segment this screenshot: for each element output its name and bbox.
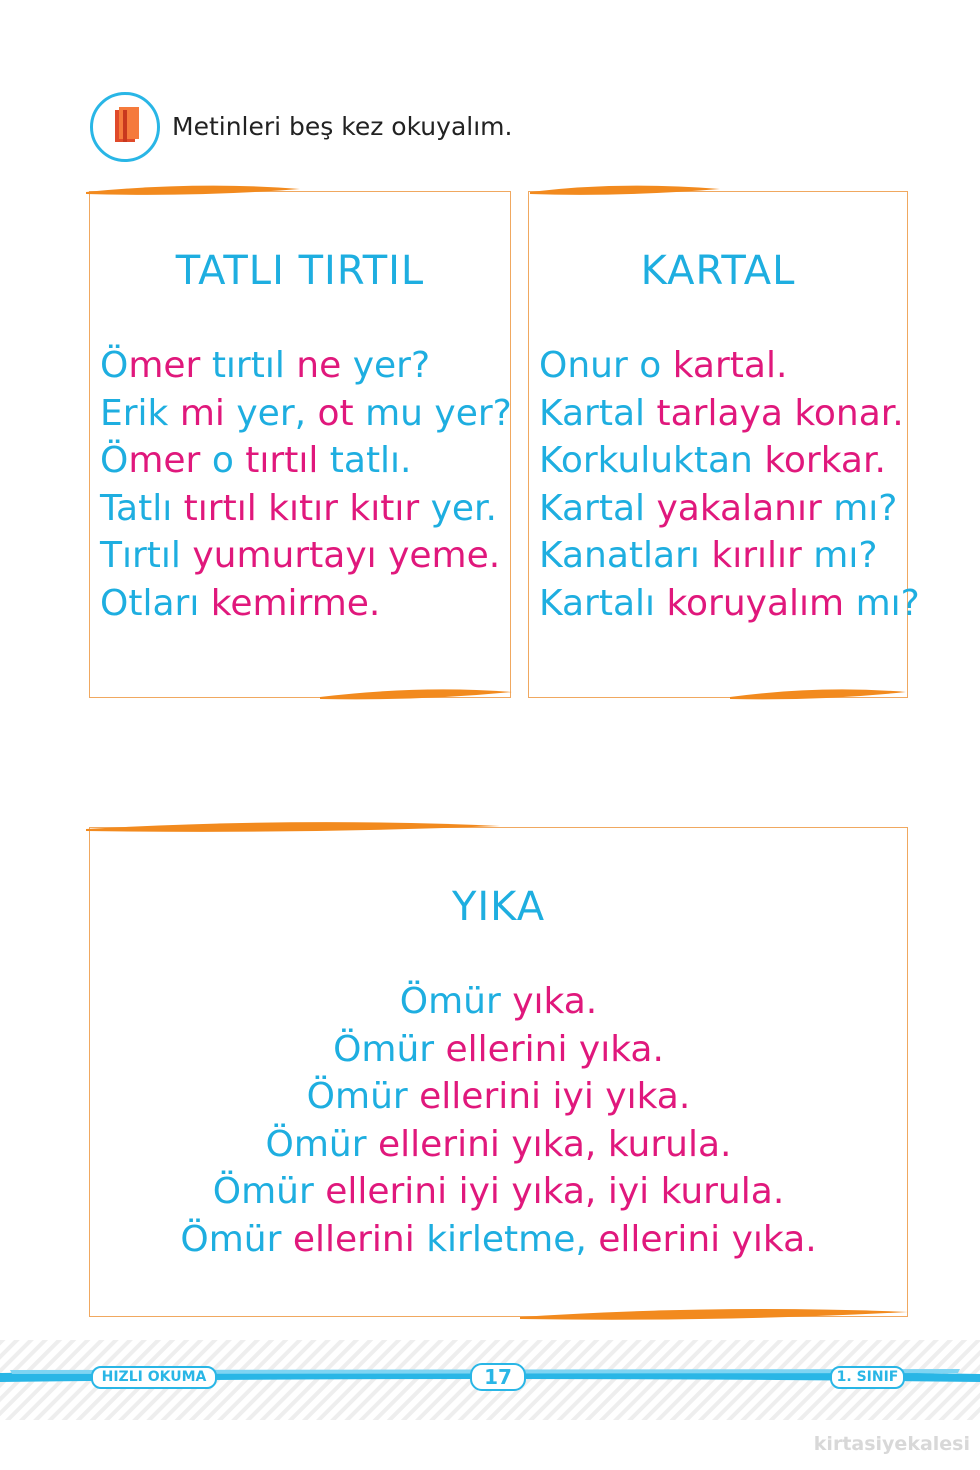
text-segment: mer <box>128 440 212 481</box>
text-segment: iyi <box>607 1171 661 1212</box>
page-number: 17 <box>470 1363 526 1391</box>
text-segment: tatlı. <box>329 440 412 481</box>
text-lines <box>539 342 920 627</box>
text-title: KARTAL <box>640 248 796 294</box>
text-segment: yumurtayı <box>192 535 389 576</box>
text-line <box>90 1168 907 1216</box>
text-line <box>539 390 920 438</box>
text-segment: ellerini <box>598 1218 732 1260</box>
text-line <box>539 532 920 580</box>
text-segment: kıtır <box>268 487 350 529</box>
text-segment: yıka, <box>511 1171 608 1212</box>
footer-right-label: 1. SINIF <box>830 1366 905 1389</box>
text-line <box>90 1121 907 1169</box>
text-title: TATLI TIRTIL <box>175 248 425 294</box>
watermark: kirtasiyekalesi <box>813 1433 970 1455</box>
footer-left-label: HIZLI OKUMA <box>91 1366 217 1389</box>
text-line <box>539 485 920 533</box>
text-segment: kıtır <box>349 487 431 529</box>
text-lines <box>100 342 512 627</box>
text-card-yika <box>89 827 908 1317</box>
text-segment: kartal. <box>672 345 788 386</box>
text-segment: ot <box>317 392 366 434</box>
text-segment: mu <box>365 392 435 434</box>
text-segment: yer, <box>236 392 318 434</box>
text-segment: mer <box>128 345 212 386</box>
text-line <box>100 390 512 438</box>
text-segment: Ömür <box>212 1171 326 1212</box>
text-segment: mı? <box>855 582 920 624</box>
text-segment: koruyalım <box>666 582 856 624</box>
text-line <box>539 437 920 485</box>
text-segment: yer. <box>430 487 497 529</box>
text-segment: Kartal <box>539 392 657 434</box>
text-segment: o <box>211 440 246 481</box>
text-segment: mı? <box>833 487 898 529</box>
text-segment: yakalanır <box>656 487 834 529</box>
text-lines <box>90 978 907 1263</box>
text-line <box>90 978 907 1026</box>
text-segment: tarlaya <box>656 392 795 434</box>
text-segment: Erik <box>100 392 180 434</box>
text-segment: mı? <box>813 535 878 576</box>
text-segment: ne <box>296 345 353 386</box>
text-line <box>539 580 920 628</box>
text-segment: Korkuluktan <box>539 440 765 481</box>
text-segment: kemirme. <box>210 582 381 624</box>
text-segment: korkar. <box>764 440 886 481</box>
text-segment: Kartalı <box>539 582 667 624</box>
text-segment: yıka. <box>605 1076 691 1117</box>
text-segment: o <box>639 345 673 386</box>
text-segment: kurula. <box>660 1171 785 1212</box>
text-segment: Onur <box>539 345 640 386</box>
text-segment: Ömür <box>306 1076 420 1117</box>
text-segment: mi <box>179 392 237 434</box>
text-segment: iyi <box>552 1076 606 1117</box>
text-line <box>100 532 512 580</box>
text-segment: yıka, <box>511 1123 608 1165</box>
text-segment: tırtıl <box>211 345 297 386</box>
text-card-tatli-tirtil <box>89 191 511 698</box>
text-segment: ellerini <box>377 1123 512 1165</box>
text-line <box>90 1073 907 1121</box>
text-segment: ellerini <box>445 1028 579 1070</box>
text-segment: yer? <box>434 392 512 434</box>
text-segment: tırtıl <box>183 487 269 529</box>
text-segment: kirletme, <box>426 1218 599 1260</box>
text-segment: yıka. <box>512 981 598 1022</box>
text-segment: kurula. <box>607 1123 732 1165</box>
text-card-kartal <box>528 191 920 698</box>
text-segment: Otları <box>100 582 211 624</box>
text-segment: ellerini <box>325 1171 459 1212</box>
text-segment: Ömür <box>265 1123 378 1165</box>
text-line <box>100 437 512 485</box>
text-title: YIKA <box>451 884 546 930</box>
text-segment: Ömür <box>399 981 513 1022</box>
text-segment: Ö <box>100 345 129 386</box>
instruction-text: Metinleri beş kez okuyalım. <box>172 112 513 141</box>
text-segment: tırtıl <box>245 440 330 481</box>
text-segment: iyi <box>458 1171 512 1212</box>
text-segment: yıka. <box>578 1028 664 1070</box>
book-icon <box>90 92 160 162</box>
text-line <box>90 1216 907 1264</box>
text-segment: Ömür <box>180 1218 293 1260</box>
text-line <box>100 580 512 628</box>
text-segment: Kartal <box>539 487 657 529</box>
text-segment: yer? <box>352 345 431 386</box>
text-segment: konar. <box>794 392 904 434</box>
text-segment: yıka. <box>731 1218 817 1260</box>
text-line <box>90 1026 907 1074</box>
text-line <box>100 485 512 533</box>
text-segment: yeme. <box>388 535 501 576</box>
text-segment: Ömür <box>333 1028 446 1070</box>
text-segment: kırılır <box>711 535 814 576</box>
text-segment: Tırtıl <box>100 535 193 576</box>
text-line <box>100 342 512 390</box>
text-line <box>539 342 920 390</box>
text-segment: Kanatları <box>539 535 712 576</box>
text-segment: ellerini <box>419 1076 553 1117</box>
text-segment: Tatlı <box>100 487 184 529</box>
text-segment: Ö <box>100 440 129 481</box>
text-segment: ellerini <box>292 1218 427 1260</box>
